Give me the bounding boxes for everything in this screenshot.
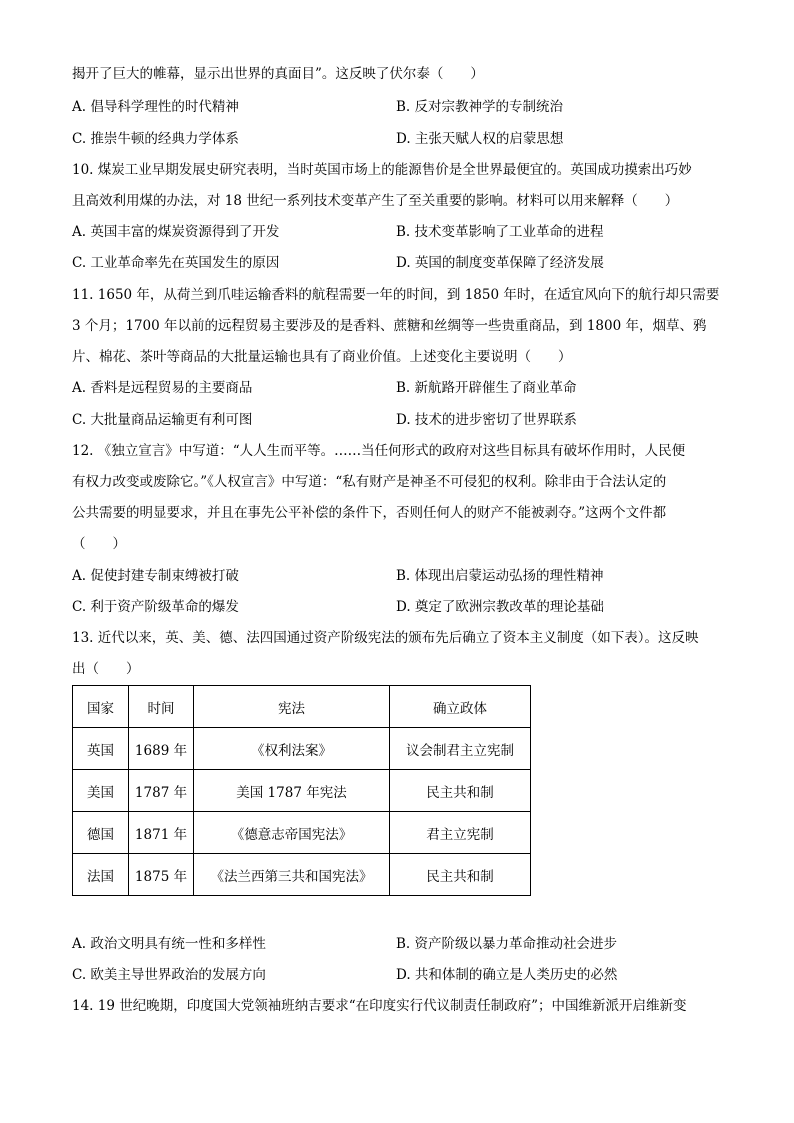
table-row [73,770,531,812]
q10-stem-line-1: 10. 煤炭工业早期发展史研究表明，当时英国市场上的能源售价是全世界最便宜的。英国成功摸索出巧妙 [72,162,692,178]
q13-option-a[interactable]: A. 政治文明具有统一性和多样性 [72,936,266,952]
table-header-cell: 国家 [73,686,129,728]
table-cell: 1787 年 [129,770,194,812]
q11-stem-line-2: 3 个月；1700 年以前的远程贸易主要涉及的是香料、蔗糖和丝绸等一些贵重商品，到 1800 年，烟草、鸦 [72,318,707,334]
table-cell: 《权利法案》 [194,728,390,770]
table-cell: 民主共和制 [390,854,531,896]
q11-option-c[interactable]: C. 大批量商品运输更有利可图 [72,412,253,428]
q10-option-b[interactable]: B. 技术变革影响了工业革命的进程 [396,224,604,240]
table-header-row [73,686,531,728]
q12-stem-line-4: （ ） [72,536,126,552]
q9-option-a[interactable]: A. 倡导科学理性的时代精神 [72,99,239,115]
table-cell: 英国 [73,728,129,770]
q14-stem-line-1: 14. 19 世纪晚期，印度国大党领袖班纳吉要求“在印度实行代议制责任制政府”；中国维新派开启维新变 [72,998,687,1014]
table-header-cell: 确立政体 [390,686,531,728]
q12-option-a[interactable]: A. 促使封建专制束缚被打破 [72,568,239,584]
q13-option-c[interactable]: C. 欧美主导世界政治的发展方向 [72,967,266,983]
table-row [73,854,531,896]
table-cell: 美国 1787 年宪法 [194,770,390,812]
q12-stem-line-1: 12. 《独立宣言》中写道：“人人生而平等。……当任何形式的政府对这些目标具有破坏作用时，人民便 [72,443,686,459]
q12-stem-line-2: 有权力改变或废除它。”《人权宣言》中写道：“私有财产是神圣不可侵犯的权利。除非由于合法认定的 [72,474,667,490]
q11-option-a[interactable]: A. 香料是远程贸易的主要商品 [72,380,253,396]
q10-option-d[interactable]: D. 英国的制度变革保障了经济发展 [396,255,604,271]
table-cell: 《法兰西第三共和国宪法》 [194,854,390,896]
table-cell: 1689 年 [129,728,194,770]
q11-option-b[interactable]: B. 新航路开辟催生了商业革命 [396,380,577,396]
q9-option-c[interactable]: C. 推崇牛顿的经典力学体系 [72,131,239,147]
table-cell: 《德意志帝国宪法》 [194,812,390,854]
q9-stem-tail: 揭开了巨大的帷幕，显示出世界的真面目”。这反映了伏尔泰（ ） [72,66,484,82]
table-row [73,812,531,854]
q12-option-b[interactable]: B. 体现出启蒙运动弘扬的理性精神 [396,568,604,584]
q13-stem-line-2: 出（ ） [72,661,140,677]
q12-option-d[interactable]: D. 奠定了欧洲宗教改革的理论基础 [396,599,604,615]
q13-option-d[interactable]: D. 共和体制的确立是人类历史的必然 [396,967,618,983]
table-cell: 法国 [73,854,129,896]
table-cell: 1875 年 [129,854,194,896]
q12-stem-line-3: 公共需要的明显要求，并且在事先公平补偿的条件下，否则任何人的财产不能被剥夺。”这两个文件都 [72,505,667,521]
table-cell: 美国 [73,770,129,812]
table-cell: 君主立宪制 [390,812,531,854]
table-row [73,728,531,770]
table-header-cell: 宪法 [194,686,390,728]
q9-option-d[interactable]: D. 主张天赋人权的启蒙思想 [396,131,564,147]
q10-option-a[interactable]: A. 英国丰富的煤炭资源得到了开发 [72,224,280,240]
q11-option-d[interactable]: D. 技术的进步密切了世界联系 [396,412,577,428]
table-cell: 1871 年 [129,812,194,854]
q13-option-b[interactable]: B. 资产阶级以暴力革命推动社会进步 [396,936,618,952]
table-cell: 德国 [73,812,129,854]
q11-stem-line-1: 11. 1650 年，从荷兰到爪哇运输香料的航程需要一年的时间，到 1850 年时，在适宜风向下的航行却只需要 [72,287,720,303]
q13-stem-line-1: 13. 近代以来，英、美、德、法四国通过资产阶级宪法的颁布先后确立了资本主义制度（如下表）。这反映 [72,630,699,646]
table-header-cell: 时间 [129,686,194,728]
q11-stem-line-3: 片、棉花、茶叶等商品的大批量运输也具有了商业价值。上述变化主要说明（ ） [72,349,572,365]
table-cell: 议会制君主立宪制 [390,728,531,770]
q10-option-c[interactable]: C. 工业革命率先在英国发生的原因 [72,255,280,271]
q12-option-c[interactable]: C. 利于资产阶级革命的爆发 [72,599,239,615]
table-cell: 民主共和制 [390,770,531,812]
q9-option-b[interactable]: B. 反对宗教神学的专制统治 [396,99,564,115]
constitution-table [72,685,531,896]
q10-stem-line-2: 且高效利用煤的办法，对 18 世纪一系列技术变革产生了至关重要的影响。材料可以用来解释（ ） [72,193,679,209]
